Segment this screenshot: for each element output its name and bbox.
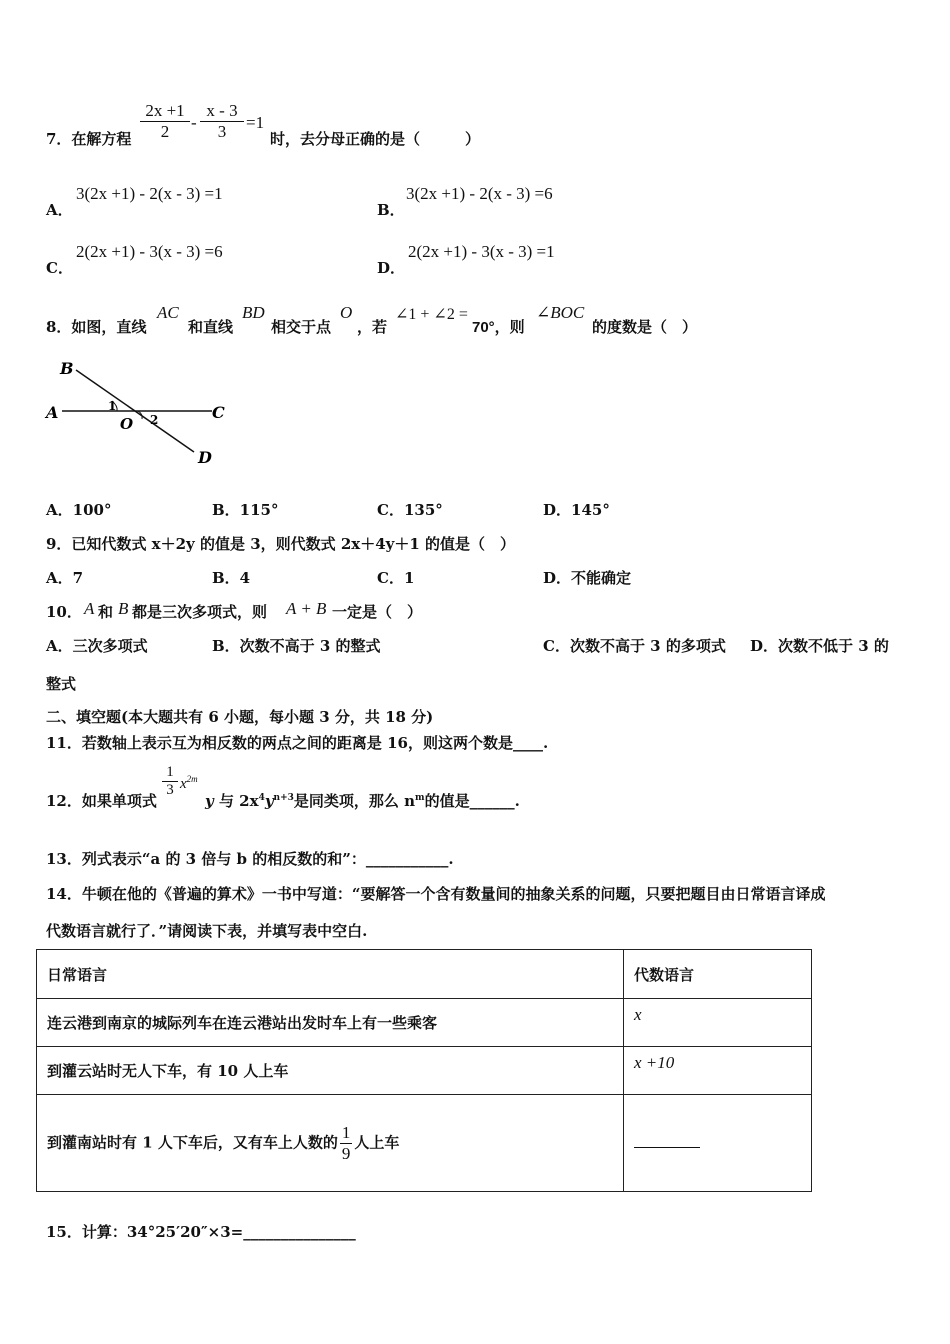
q15-question: 15．计算：34°25′20″×3=_______________ (46, 1223, 356, 1241)
table-row (37, 1095, 812, 1192)
q13-question: 13．列式表示“a 的 3 倍与 b 的相反数的和”：___________. (46, 850, 454, 868)
q7-fraction-2: $\frac{x - 3}{3}$ (200, 101, 244, 142)
q14-line-1: 14．牛顿在他的《普遍的算术》一书中写道：“要解答一个含有数量间的抽象关系的问题，只要把题目由日常语言译成 (46, 885, 826, 903)
q9-option-c: C．1 (377, 569, 415, 587)
q8-option-a: A．100° (46, 501, 112, 519)
section-2-heading: 二、填空题(本大题共有 6 小题，每小题 3 分，共 18 分) (46, 708, 434, 726)
q10-text-and: 和 (98, 603, 114, 621)
q8-figure (40, 356, 240, 472)
q7-fraction-1: $\frac{2x +1}{2}$ (140, 101, 190, 142)
q10-option-d: D．次数不低于 3 的 (750, 637, 889, 655)
q9-question: 9．已知代数式 x＋2y 的值是 3，则代数式 2x＋4y＋1 的值是（ ） (46, 535, 516, 553)
row-3-daily: 到灌南站时有 1 人下车后，又有车上人数的 $\frac{1}{9}$ 人上车 (37, 1095, 624, 1192)
row-3-fraction: $\frac{1}{9}$ (341, 1122, 351, 1163)
q11-question: 11．若数轴上表示互为相反数的两点之间的距离是 16，则这两个数是____. (46, 734, 549, 752)
q8-line-ac: AC (157, 303, 179, 322)
q10-option-c: C．次数不高于 3 的多项式 (543, 637, 726, 655)
q9-option-d: D．不能确定 (543, 569, 632, 587)
q7-label: 7．在解方程 (46, 130, 132, 148)
table-row (37, 999, 812, 1047)
q7-equals: =1 (246, 113, 265, 132)
q8-text-5: 70°，则 (472, 319, 525, 336)
q7-option-a-expr: 3(2x +1) - 2(x - 3) =1 (76, 184, 223, 203)
label-angle-2: 2 (150, 413, 159, 427)
label-o: O (120, 415, 134, 433)
q8-angles: ∠1 + ∠2 = (395, 306, 468, 323)
q7-option-d-expr: 2(2x +1) - 3(x - 3) =1 (408, 242, 555, 261)
table-row (37, 1047, 812, 1095)
q10-sum: A + B (286, 599, 327, 618)
q7-question: 时，去分母正确的是（ ） (270, 130, 481, 148)
q10-text-mid: 都是三次多项式，则 (132, 603, 268, 621)
header-daily: 日常语言 (37, 950, 624, 999)
q7-minus: - (191, 113, 197, 132)
row-3-answer-blank[interactable] (634, 1147, 700, 1148)
q12-text-2: y 与 $2x^4y^{n+3}$是同类项，那么 $n^m$的值是______. (205, 792, 520, 810)
q10-number: 10． (46, 603, 82, 621)
header-algebra: 代数语言 (624, 950, 812, 999)
q7-option-c-expr: 2(2x +1) - 3(x - 3) =6 (76, 242, 223, 261)
q10-option-a: A．三次多项式 (46, 637, 148, 655)
q10-var-a: A (84, 599, 95, 618)
q10-text-end: 一定是（ ） (332, 603, 423, 621)
label-angle-1: 1 (108, 399, 117, 413)
q8-text-3: 相交于点 (271, 318, 332, 336)
q8-option-b: B．115° (212, 501, 279, 519)
label-b: B (60, 359, 74, 378)
q10-option-b: B．次数不高于 3 的整式 (212, 637, 381, 655)
q7-option-d-letter: D． (377, 259, 406, 277)
label-d: D (198, 448, 212, 467)
row-2-algebra: x +10 (634, 1053, 675, 1072)
q8-text-1: 8．如图，直线 (46, 318, 147, 336)
q8-text-2: 和直线 (188, 318, 234, 336)
q9-option-b: B．4 (212, 569, 251, 587)
row-1-daily: 连云港到南京的城际列车在连云港站出发时车上有一些乘客 (37, 999, 624, 1047)
q8-option-d: D．145° (543, 501, 610, 519)
q8-text-4: ，若 (357, 318, 388, 336)
row-1-algebra: x (634, 1005, 642, 1024)
q12-x: $x^{2m}$ (180, 774, 198, 792)
q12-fraction: $\frac{1}{3}$ (162, 764, 178, 799)
q8-point-o: O (340, 303, 353, 322)
q8-option-c: C．135° (377, 501, 443, 519)
q8-text-6: 的度数是（ ） (592, 318, 698, 336)
q8-line-bd: BD (242, 303, 265, 322)
q10-option-d-cont: 整式 (46, 675, 77, 693)
q7-option-a-letter: A． (46, 201, 73, 219)
label-a: A (46, 403, 59, 422)
q14-table (36, 949, 812, 1192)
table-header-row (37, 950, 812, 999)
q7-option-b-expr: 3(2x +1) - 2(x - 3) =6 (406, 184, 553, 203)
q7-option-b-letter: B． (377, 201, 405, 219)
q9-option-a: A．7 (46, 569, 84, 587)
q12-text-1: 12．如果单项式 (46, 792, 157, 810)
q10-var-b: B (118, 599, 129, 618)
q8-angle-boc: ∠BOC (536, 303, 585, 322)
row-2-daily: 到灌云站时无人下车，有 10 人上车 (37, 1047, 624, 1095)
q14-line-2: 代数语言就行了．”请阅读下表，并填写表中空白. (46, 922, 368, 940)
label-c: C (212, 403, 225, 422)
q7-option-c-letter: C． (46, 259, 73, 277)
